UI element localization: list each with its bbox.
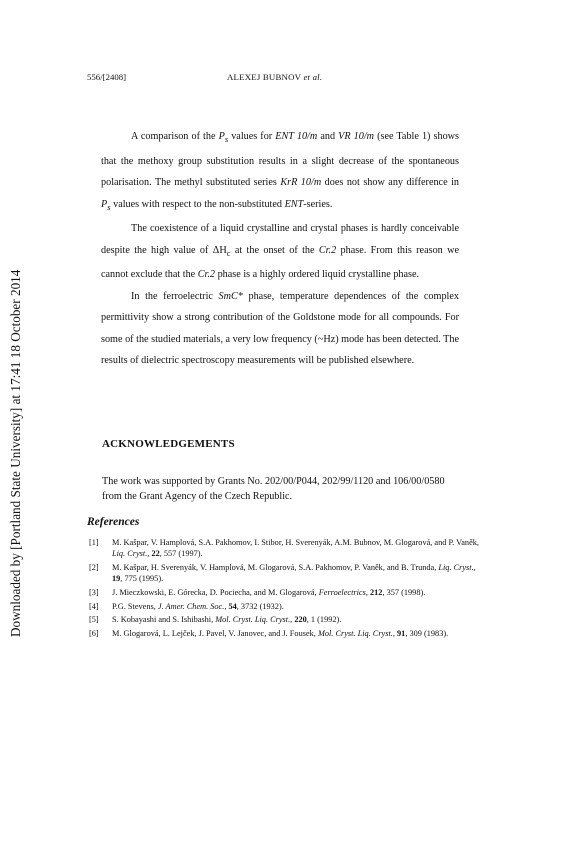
reference-list [89,537,485,642]
reference-item: [5] S. Kobayashi and S. Ishibashi, Mol. Cryst. Liq. Cryst., 220, 1 (1992). [89,615,342,625]
reference-number: [4] [89,601,99,611]
reference-item: [2] M. Kašpar, H. Sverenyák, V. Hamplová, M. Glogarová, S.A. Pakhomov, P. Vaněk, and B. Trunda, Liq. Cryst., 19, 775 (1995). [89,562,476,584]
page-number: 556/[2408] [87,72,127,82]
download-notice: Downloaded by [Portland State University] at 17:41 18 October 2014 [8,269,23,637]
reference-item: [1] M. Kašpar, V. Hamplová, S.A. Pakhomov, I. Stibor, H. Sverenyák, A.M. Bubnov, M. Glogarová, and P. Vaněk, Liq. Cryst., 22, 557 (1997). [89,538,479,559]
paragraph-2: The coexistence of a liquid crystalline and crystal phases is hardly conceivable despite the high value of $\Delta H_c$ at the onset of the Cr.2 phase. From this reason we cannot exclude that the Cr.2 phase is a highly ordered liquid crystalline phase. [101,223,459,281]
reference-number: [6] [89,628,99,638]
reference-number: [2] [89,562,99,572]
paragraph-1: A comparison of the $P_s$ values for ENT 10/m and VR 10/m (see Table 1) shows that the methoxy group substitution results in a slight decrease of the spontaneous polarisation. The methyl substituted series KrR 10/m does not show any difference in $P_s$ values with respect to the non-substituted ENT-series. [101,131,460,212]
acknowledgements-text: The work was supported by Grants No. 202/00/P044, 202/99/1120 and 106/00/0580 from the Grant Agency of the Czech Republic. [102,476,445,502]
running-head-authors: ALEXEJ BUBNOV et al. [227,72,323,82]
reference-item: [3] J. Mieczkowski, E. Górecka, D. Pociecha, and M. Glogarová, Ferroelectrics, 212, 357 (1998). [89,587,426,597]
reference-item: [6] M. Glogarová, L. Lejček, J. Pavel, V. Janovec, and J. Fousek, Mol. Cryst. Liq. Cryst., 91, 309 (1983). [89,628,449,638]
paragraph-3: In the ferroelectric SmC* phase, temperature dependences of the complex permittivity show a strong contribution of the Goldstone mode for all compounds. For some of the studied materials, a very low frequency (~Hz) mode has been detected. The results of dielectric spectroscopy measurements will be published elsewhere. [101,290,459,367]
reference-item: [4] P.G. Stevens, J. Amer. Chem. Soc., 54, 3732 (1932). [89,601,284,611]
download-watermark [4,245,28,637]
reference-number: [5] [89,615,99,625]
acknowledgements-heading: ACKNOWLEDGEMENTS [102,438,235,450]
references-heading: References [87,516,140,528]
body-text [101,126,459,372]
reference-number: [3] [89,587,99,597]
reference-number: [1] [89,538,99,547]
